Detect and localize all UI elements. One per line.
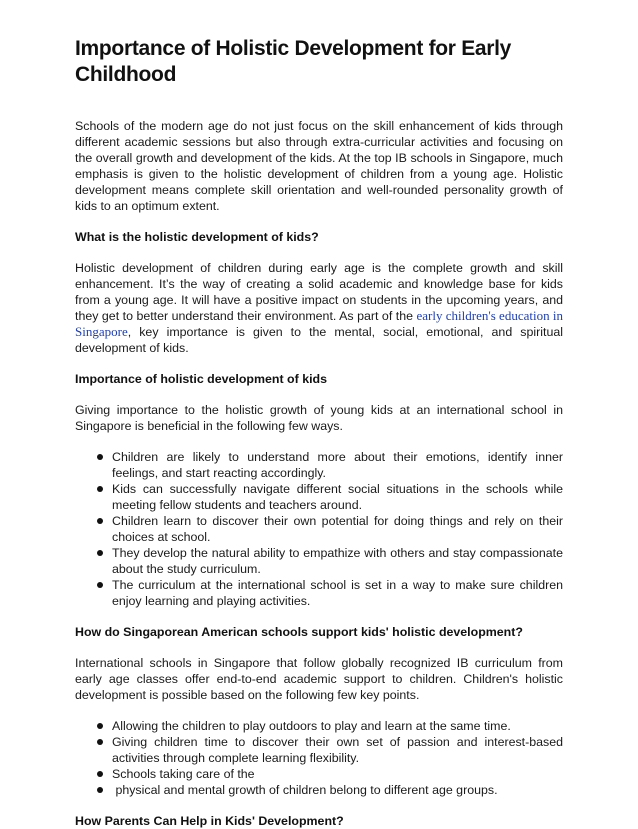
early-education-link[interactable]: early children's education in Singapore	[75, 308, 563, 339]
bullet-icon	[97, 739, 103, 745]
section-heading-what-is: What is the holistic development of kids?	[75, 230, 319, 244]
importance-bullet-list	[75, 449, 563, 609]
bullet-icon	[97, 771, 103, 777]
list-item: Children learn to discover their own potential for doing things and rely on their choices at school.	[112, 513, 563, 545]
bullet-icon	[97, 787, 103, 793]
page-title: Importance of Holistic Development for Early Childhood	[75, 37, 512, 86]
bullet-icon	[97, 454, 103, 460]
support-bullet-list	[75, 718, 563, 798]
section1-text-after: , key importance is given to the mental, social, emotional, and spiritual development of kids.	[75, 325, 563, 355]
bullet-icon	[97, 518, 103, 524]
bullet-icon	[97, 550, 103, 556]
list-item: They develop the natural ability to empathize with others and stay compassionate about the study curriculum.	[112, 545, 563, 577]
section3-paragraph: International schools in Singapore that follow globally recognized IB curriculum from early age classes offer end-to-end academic support to children. Children's holistic development is possible based on the following few key points.	[75, 656, 563, 702]
section-heading-importance: Importance of holistic development of kids	[75, 372, 327, 386]
section1-text-before: Holistic development of children during early age is the complete growth and skill enhancement. It’s the way of creating a solid academic and knowledge base for kids from a young age. It will have a positive impact on students in the upcoming years, and they get to better understand their environment. As part of the	[75, 261, 563, 323]
list-item: The curriculum at the international school is set in a way to make sure children enjoy learning and playing activities.	[112, 577, 563, 609]
list-item: Kids can successfully navigate different social situations in the schools while meeting fellow students and teachers around.	[112, 481, 563, 513]
section-heading-singapore-schools: How do Singaporean American schools support kids' holistic development?	[75, 625, 523, 639]
list-item: Schools taking care of the	[112, 766, 563, 782]
section2-paragraph: Giving importance to the holistic growth of young kids at an international school in Singapore is beneficial in the following few ways.	[75, 403, 563, 433]
bullet-icon	[97, 486, 103, 492]
intro-paragraph: Schools of the modern age do not just focus on the skill enhancement of kids through different academic sessions but also through extra-curricular activities and focusing on the overall growth and development of the kids. At the top IB schools in Singapore, much emphasis is given to the holistic development of children from a young age. Holistic development means complete skill orientation and well-rounded personality growth of kids to an optimum extent.	[75, 119, 563, 213]
bullet-icon	[97, 723, 103, 729]
list-item: Children are likely to understand more about their emotions, identify inner feelings, and start reacting accordingly.	[112, 449, 563, 481]
section-heading-parents: How Parents Can Help in Kids' Development?	[75, 814, 344, 828]
list-item: physical and mental growth of children belong to different age groups.	[112, 782, 563, 798]
list-item: Allowing the children to play outdoors to play and learn at the same time.	[112, 718, 563, 734]
section1-paragraph	[75, 260, 563, 356]
list-item: Giving children time to discover their own set of passion and interest-based activities through complete learning flexibility.	[112, 734, 563, 766]
bullet-icon	[97, 582, 103, 588]
